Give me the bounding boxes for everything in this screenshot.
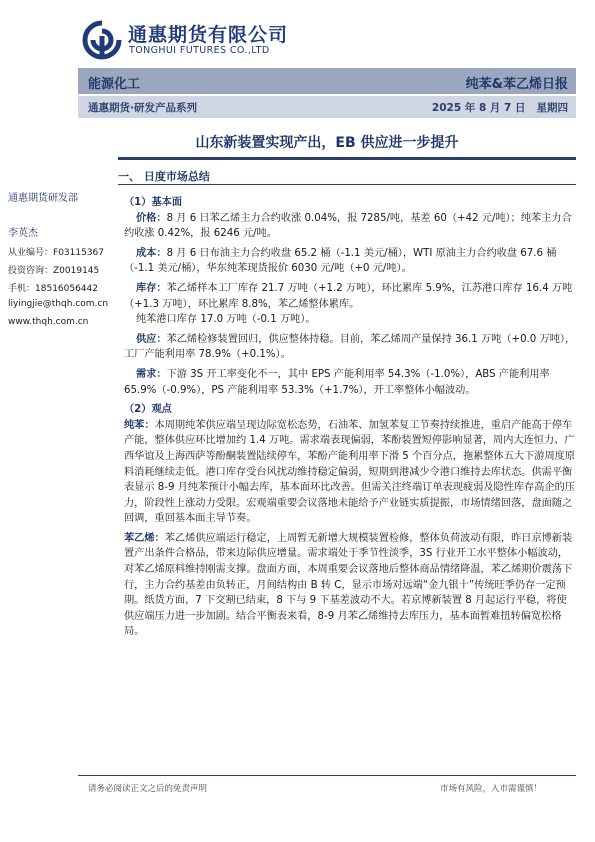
- phone-line: [8, 281, 98, 294]
- report-body: [124, 193, 576, 644]
- email-link[interactable]: liyingjie@thqh.com.cn: [8, 299, 109, 309]
- consult-number: Z0019145: [53, 266, 100, 276]
- demand-paragraph: [124, 367, 576, 398]
- consult-number-label: 投资咨询：: [8, 266, 54, 276]
- supply-text: 苯乙烯检修装置回归，供应整体持稳。目前，苯乙烯周产量保持 36.1 万吨（+0.0 万吨），工厂产能利用率 78.9%（+0.1%）。: [124, 333, 576, 361]
- benzene-text: 本周期纯苯供应端呈现边际宽松态势，石油苯、加氢苯复工节奏持续推进，重启产能高于停车产能，整体供应环比增加约 1.4 万吨。需求端表现偏弱，苯酚装置短停影响显著，周内大连恒力、广西华谊及上海西萨等酚酮装置陆续停车，苯酚产能利用率下滑 5 个百分点，拖累整体五大下游周度原料消耗继续走低。港口库存受台风扰动维持稳定偏弱，短期到港减少令港口维持去库状态。供需平衡表显示 8-9 月纯苯预计小幅去库，基本面环比改善。但需关注终端订单表现疲弱及隐性库存高企的压力，阶段性上涨动力受限。宏观端重要会议落地未能给予产业链实质提振，市场情绪回落，盘面随之回调，重回基本面主导节奏。: [124, 419, 576, 525]
- demand-label: 需求：: [136, 368, 167, 380]
- section-divider: [118, 184, 576, 185]
- supply-label: 供应：: [136, 333, 167, 345]
- price-label: 价格：: [136, 212, 167, 224]
- subheader-band: [78, 96, 576, 118]
- styrene-label: 苯乙烯：: [124, 532, 165, 544]
- cert-number-label: 从业编号：: [8, 248, 54, 258]
- cost-paragraph: [124, 246, 576, 277]
- cost-text: 8 月 6 日布油主力合约收盘 65.2 桶（-1.1 美元/桶），WTI 原油主力合约收盘 67.6 桶（-1.1 美元/桶），华东纯苯现货报价 6030 元/吨（+0 元/吨）。: [124, 247, 557, 275]
- weekday-text: 星期四: [536, 102, 568, 114]
- stock-paragraph-2: 纯苯港口库存 17.0 万吨（-0.1 万吨）。: [136, 314, 316, 326]
- basic-heading: （1）基本面: [124, 197, 183, 208]
- disclaimer-note: 请务必阅读正文之后的免责声明: [88, 784, 208, 794]
- supply-paragraph: [124, 332, 576, 363]
- section-heading: 一、 日度市场总结: [118, 170, 210, 183]
- tonghui-logo-icon: [82, 20, 122, 60]
- stock-text: 苯乙烯样本工厂库存 21.7 万吨（+1.2 万吨），环比累库 5.9%，江苏港口库存 16.4 万吨（+1.3 万吨），环比累库 8.8%，苯乙烯整体累库。: [124, 282, 573, 310]
- benzene-label: 纯苯：: [124, 419, 155, 431]
- cert-number: F03115367: [53, 248, 105, 258]
- brand-name-cn: 通惠期货有限公司: [128, 24, 289, 46]
- styrene-paragraph: [124, 531, 576, 640]
- risk-note: 市场有风险，入市需谨慎！: [440, 784, 543, 794]
- cost-label: 成本：: [136, 247, 167, 259]
- report-name: 纯苯&苯乙烯日报: [465, 77, 568, 92]
- consult-number-line: [8, 263, 99, 276]
- benzene-paragraph: [124, 418, 576, 527]
- website-link[interactable]: www.thqh.com.cn: [8, 317, 89, 327]
- date-text: 2025 年 8 月 7 日: [431, 102, 526, 114]
- report-title: 山东新装置实现产出，EB 供应进一步提升: [195, 135, 459, 151]
- phone-label: 手机：: [8, 284, 36, 294]
- stock-paragraph: [124, 281, 576, 312]
- analyst-name: 李英杰: [8, 228, 38, 239]
- styrene-text: 苯乙烯供应端运行稳定，上周暂无新增大规模装置检修，整体负荷波动有限，昨日京博新装置产出条件合格品，带来边际供应增量。需求端处于季节性淡季，3S 行业开工水平整体小幅波动，对苯乙烯原料维持刚需支撑。盘面方面，本周重要会议落地后整体商品情绪降温，苯乙烯期价震荡下行，主力合约基差由负转正，月间结构由 B 转 C，显示市场对远端“金九银十”传统旺季仍存一定预期。纸货方面，7 下交割已结束，8 下与 9 下基差波动不大。若京博新装置 8 月起运行平稳，将使供应端压力进一步加剧。结合平衡表来看，8-9 月苯乙烯维持去库压力，基本面暂难扭转偏宽松格局。: [124, 532, 573, 638]
- sidebar-dept: 通惠期货研发部: [8, 193, 78, 204]
- report-series: 通惠期货·研发产品系列: [88, 102, 197, 114]
- demand-text: 下游 3S 开工率变化不一，其中 EPS 产能利用率 54.3%（-1.0%），ABS 产能利用率 65.9%（-0.9%），PS 产能利用率 53.3%（+1.7%），开工率整体小幅波动。: [124, 368, 550, 396]
- footer-divider: [78, 775, 576, 776]
- price-text: 8 月 6 日苯乙烯主力合约收涨 0.04%，报 7285/吨，基差 60（+42 元/吨）；纯苯主力合约收涨 0.42%，报 6246 元/吨。: [124, 212, 572, 240]
- phone-number: 18516056442: [35, 284, 99, 294]
- price-paragraph: [124, 211, 576, 242]
- cert-number-line: [8, 245, 104, 258]
- brand-name-en: TONGHUI FUTURES CO.,LTD: [129, 45, 270, 56]
- view-heading: （2）观点: [124, 404, 172, 416]
- report-category: 能源化工: [88, 77, 141, 92]
- report-date: [432, 100, 568, 115]
- title-divider: [118, 157, 576, 160]
- header-band: [78, 68, 576, 94]
- stock-label: 库存：: [136, 282, 167, 294]
